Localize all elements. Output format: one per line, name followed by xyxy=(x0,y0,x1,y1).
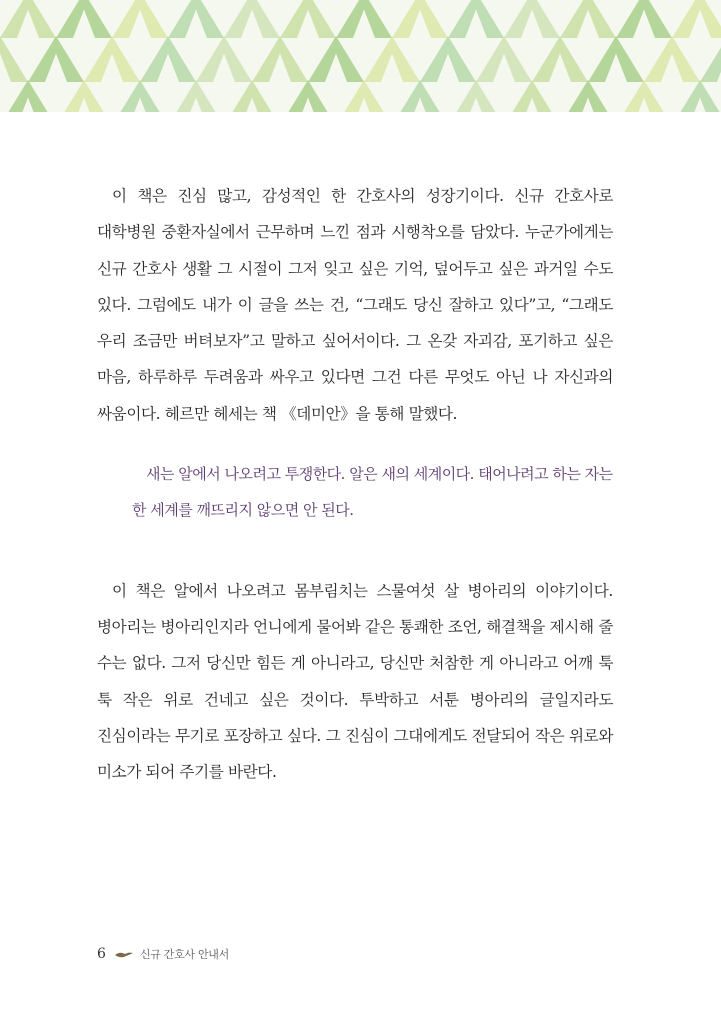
chevron-mark xyxy=(84,36,140,82)
paragraph-closing: 이 책은 알에서 나오려고 몸부림치는 스물여섯 살 병아리의 이야기이다. 병아리는 병아리인지라 언니에게 물어봐 같은 통쾌한 조언, 해결책을 제시해 줄 수는 없다. 그저 당신만 힘든 게 아니라고, 당신만 처참한 게 아니라고 어깨 툭 툭 작은 위로 건네고 싶은 것이다. 투박하고 서툰 병아리의 글일지라도 진심이라는 무기로 포장하고 싶다. 그 진심이 그대에게도 전달되어 작은 위로와 미소가 되어 주기를 바란다. xyxy=(97,581,613,782)
chevron-mark xyxy=(644,36,700,82)
quote-demian: 새는 알에서 나오려고 투쟁한다. 알은 새의 세계이다. 태어나려고 하는 자는 한 세계를 깨뜨리지 않으면 안 된다. xyxy=(132,465,613,520)
chevron-mark xyxy=(392,0,448,38)
chevron-mark xyxy=(112,80,168,112)
chevron-mark xyxy=(504,80,560,112)
chevron-mark xyxy=(448,0,504,38)
chevron-mark xyxy=(448,80,504,112)
chevron-mark xyxy=(224,0,280,38)
chevron-mark xyxy=(560,0,616,38)
chevron-mark xyxy=(392,80,448,112)
chevron-mark xyxy=(672,0,721,38)
chevron-mark xyxy=(280,80,336,112)
chevron-mark xyxy=(504,0,560,38)
chevron-pattern xyxy=(0,0,721,112)
chevron-mark xyxy=(252,36,308,82)
page-number: 6 xyxy=(97,946,106,962)
chevron-mark xyxy=(616,80,672,112)
chevron-mark xyxy=(56,0,112,38)
header-pattern xyxy=(0,0,721,112)
chevron-mark xyxy=(336,80,392,112)
chevron-mark xyxy=(140,36,196,82)
bird-icon xyxy=(114,948,134,960)
chevron-mark xyxy=(616,0,672,38)
chevron-mark xyxy=(588,36,644,82)
chevron-mark xyxy=(0,0,56,38)
chevron-mark xyxy=(672,80,721,112)
chevron-mark xyxy=(420,36,476,82)
running-head: 신규 간호사 안내서 xyxy=(139,948,229,961)
chevron-mark xyxy=(308,36,364,82)
chevron-mark xyxy=(560,80,616,112)
chevron-mark xyxy=(168,80,224,112)
chevron-mark xyxy=(28,36,84,82)
chevron-mark xyxy=(56,80,112,112)
chevron-mark xyxy=(700,36,721,82)
chevron-mark xyxy=(364,36,420,82)
chevron-mark xyxy=(476,36,532,82)
page-footer xyxy=(97,946,229,962)
chevron-mark xyxy=(0,80,56,112)
chevron-mark xyxy=(196,36,252,82)
paragraph-intro: 이 책은 진심 많고, 감성적인 한 간호사의 성장기이다. 신규 간호사로 대학병원 중환자실에서 근무하며 느낀 점과 시행착오를 담았다. 누군가에게는 신규 간호사 생활 그 시절이 그저 잊고 싶은 기억, 덮어두고 싶은 과거일 수도 있다. 그럼에도 내가 이 글을 쓰는 건, “그래도 당신 잘하고 있다”고, “그래도 우리 조금만 버텨보자”고 말하고 싶어서이다. 그 온갖 자괴감, 포기하고 싶은 마음, 하루하루 두려움과 싸우고 있다면 그건 다른 무엇도 아닌 나 자신과의 싸움이다. 헤르만 헤세는 책 《데미안》을 통해 말했다. xyxy=(97,187,613,423)
chevron-mark xyxy=(532,36,588,82)
chevron-mark xyxy=(112,0,168,38)
chevron-mark xyxy=(168,0,224,38)
chevron-mark xyxy=(280,0,336,38)
page-body xyxy=(97,178,613,790)
chevron-mark xyxy=(0,36,28,82)
chevron-mark xyxy=(336,0,392,38)
chevron-mark xyxy=(224,80,280,112)
